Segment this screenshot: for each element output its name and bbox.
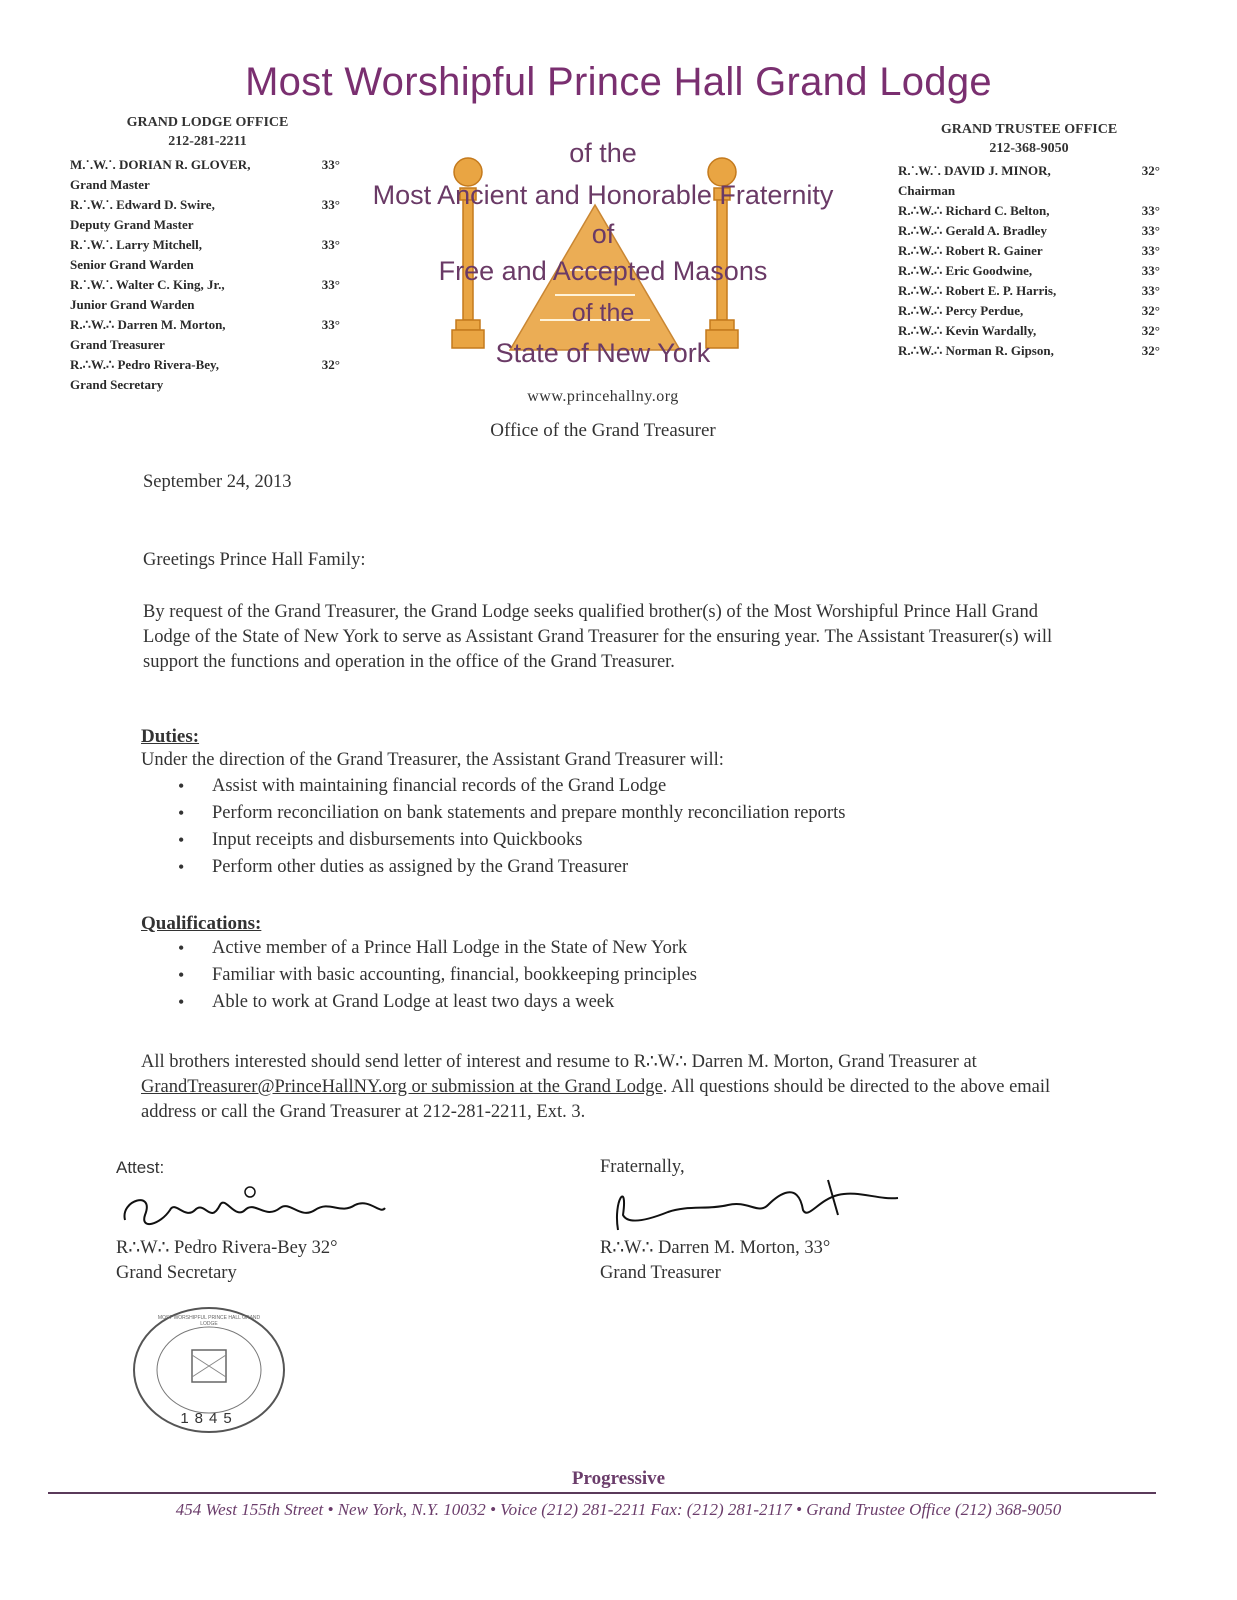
trustee-degree: 33° — [1141, 263, 1160, 278]
officer-row — [70, 315, 340, 335]
closing-text: All brothers interested should send letter of interest and resume to R∴W∴ Darren M. Morton, Grand Treasurer at — [141, 1052, 977, 1072]
trustee-name: R.∴W.∴ Robert R. Gainer — [898, 243, 1043, 258]
seal-year: 1845 — [180, 1410, 238, 1427]
duties-list — [141, 773, 1101, 881]
grand-trustees — [898, 161, 1160, 361]
trustee-degree: 32° — [1141, 323, 1160, 338]
letter-intro: By request of the Grand Treasurer, the Grand Lodge seeks qualified brother(s) of the Most Worshipful Prince Hall Grand Lodge of the State of New York to serve as Assistant Grand Treasurer for the ensuring year. The Assistant Treasurer(s) will support the functions and operation in the office of the Grand Treasurer. — [143, 602, 1053, 672]
trustee-degree: 32° — [1141, 303, 1160, 318]
email-link[interactable]: GrandTreasurer@PrinceHallNY.org or submission at the Grand Lodge — [141, 1077, 663, 1097]
trustee-row — [898, 261, 1160, 281]
closing-paragraph — [141, 1050, 1091, 1125]
trustee-row — [898, 281, 1160, 301]
list-item: • Able to work at Grand Lodge at least two days a week — [212, 989, 1101, 1016]
footer-divider — [48, 1492, 1156, 1494]
officer-title: Grand Treasurer — [70, 337, 165, 352]
right-signatory-name: R∴W∴ Darren M. Morton, 33° — [600, 1238, 831, 1258]
left-signatory-name: R∴W∴ Pedro Rivera-Bey 32° — [116, 1238, 338, 1258]
trustee-row — [898, 321, 1160, 341]
qualifications-list — [141, 935, 1101, 1016]
list-item: • Familiar with basic accounting, financial, bookkeeping principles — [212, 962, 1101, 989]
website-link[interactable]: www.princehallny.org — [527, 388, 679, 405]
grand-lodge-office-phone: 212-281-2211 — [168, 134, 247, 149]
duties-intro: Under the direction of the Grand Treasurer, the Assistant Grand Treasurer will: — [141, 750, 724, 770]
officer-name: R.˙.W.˙. Edward D. Swire, — [70, 197, 215, 212]
trustee-title: Chairman — [898, 183, 956, 198]
of-text: of — [591, 219, 615, 249]
trustee-degree: 33° — [1141, 283, 1160, 298]
duties-heading: Duties: — [141, 726, 200, 747]
footer-brand: Progressive — [571, 1468, 666, 1489]
duties-section — [141, 726, 1101, 881]
state-text: State of New York — [495, 338, 711, 368]
grand-lodge-office-heading: GRAND LODGE OFFICE — [126, 115, 289, 130]
attest-label: Attest: — [116, 1158, 165, 1177]
signature-right-icon — [598, 1170, 918, 1240]
grand-lodge-officers — [70, 155, 340, 395]
officer-degree: 33° — [321, 197, 340, 212]
grand-trustee-office-phone: 212-368-9050 — [989, 141, 1069, 156]
officer-title: Junior Grand Warden — [70, 297, 195, 312]
list-item: • Perform other duties as assigned by the Grand Treasurer — [212, 854, 1101, 881]
trustee-degree: 33° — [1141, 203, 1160, 218]
trustee-name: R.∴W.∴ Gerald A. Bradley — [898, 223, 1047, 238]
trustee-name: R.∴W.∴ Percy Perdue, — [898, 303, 1024, 318]
officer-degree: 33° — [321, 277, 340, 292]
right-signatory-title: Grand Treasurer — [600, 1263, 721, 1283]
signature-left-icon — [115, 1180, 395, 1240]
masons-text: Free and Accepted Masons — [438, 256, 768, 286]
fraternally-label: Fraternally, — [600, 1157, 685, 1177]
trustee-row — [898, 201, 1160, 221]
trustee-row — [898, 161, 1160, 181]
of-the-2-text: of the — [571, 299, 635, 327]
trustee-row — [898, 301, 1160, 321]
left-signatory-title: Grand Secretary — [116, 1263, 237, 1283]
qualifications-section — [141, 913, 1101, 1016]
officer-name: R.∴W.∴ Pedro Rivera-Bey, — [70, 357, 220, 372]
trustee-degree: 33° — [1141, 223, 1160, 238]
office-label: Office of the Grand Treasurer — [490, 420, 716, 441]
officer-name: M.˙.W.˙. DORIAN R. GLOVER, — [70, 157, 251, 172]
trustee-name: R.∴W.∴ Norman R. Gipson, — [898, 343, 1054, 358]
trustee-row — [898, 341, 1160, 361]
officer-name: R.˙.W.˙. Larry Mitchell, — [70, 237, 203, 252]
officer-row — [70, 275, 340, 295]
officer-row — [70, 155, 340, 175]
trustee-row — [898, 241, 1160, 261]
trustee-name: R.∴W.∴ Robert E. P. Harris, — [898, 283, 1057, 298]
officer-degree: 33° — [321, 157, 340, 172]
officer-degree: 33° — [321, 317, 340, 332]
trustee-name: R.∴W.∴ Richard C. Belton, — [898, 203, 1050, 218]
officer-name: R.˙.W.˙. Walter C. King, Jr., — [70, 277, 225, 292]
footer-address: 454 West 155th Street • New York, N.Y. 10032 • Voice (212) 281-2211 Fax: (212) 281-2117 • Grand Trustee Office (212) 368-9050 — [175, 1500, 1062, 1519]
letter-date: September 24, 2013 — [143, 472, 292, 492]
officer-title: Senior Grand Warden — [70, 257, 194, 272]
trustee-degree: 33° — [1141, 243, 1160, 258]
seal-text: MOST WORSHIPFUL PRINCE HALL GRAND LODGE — [157, 1315, 261, 1327]
of-the-text: of the — [569, 138, 637, 168]
trustee-row — [898, 221, 1160, 241]
officer-title: Deputy Grand Master — [70, 217, 194, 232]
officer-row — [70, 235, 340, 255]
qualifications-heading: Qualifications: — [141, 913, 262, 934]
list-item: • Assist with maintaining financial records of the Grand Lodge — [212, 773, 1101, 800]
officer-degree: 33° — [321, 237, 340, 252]
officer-degree: 32° — [321, 357, 340, 372]
officer-title: Grand Secretary — [70, 377, 164, 392]
officer-title: Grand Master — [70, 177, 150, 192]
trustee-name: R.˙.W.˙. DAVID J. MINOR, — [898, 163, 1051, 178]
officer-name: R.∴W.∴ Darren M. Morton, — [70, 317, 226, 332]
trustee-degree: 32° — [1141, 343, 1160, 358]
list-item: • Active member of a Prince Hall Lodge in the State of New York — [212, 935, 1101, 962]
fraternity-text: Most Ancient and Honorable Fraternity — [372, 180, 834, 210]
letterhead-title: Most Worshipful Prince Hall Grand Lodge — [245, 60, 992, 104]
officer-row — [70, 195, 340, 215]
list-item: • Perform reconciliation on bank statements and prepare monthly reconciliation reports — [212, 800, 1101, 827]
trustee-name: R.∴W.∴ Eric Goodwine, — [898, 263, 1033, 278]
list-item: • Input receipts and disbursements into Quickbooks — [212, 827, 1101, 854]
officer-row — [70, 355, 340, 375]
trustee-degree: 32° — [1141, 163, 1160, 178]
trustee-name: R.∴W.∴ Kevin Wardally, — [898, 323, 1037, 338]
grand-trustee-office-heading: GRAND TRUSTEE OFFICE — [940, 122, 1118, 137]
letter-greeting: Greetings Prince Hall Family: — [143, 550, 366, 570]
closing-text-2: . All questions should be directed to the above email address or call the Grand Treasurer at 212-281-2211, Ext. 3. — [141, 1077, 1051, 1122]
